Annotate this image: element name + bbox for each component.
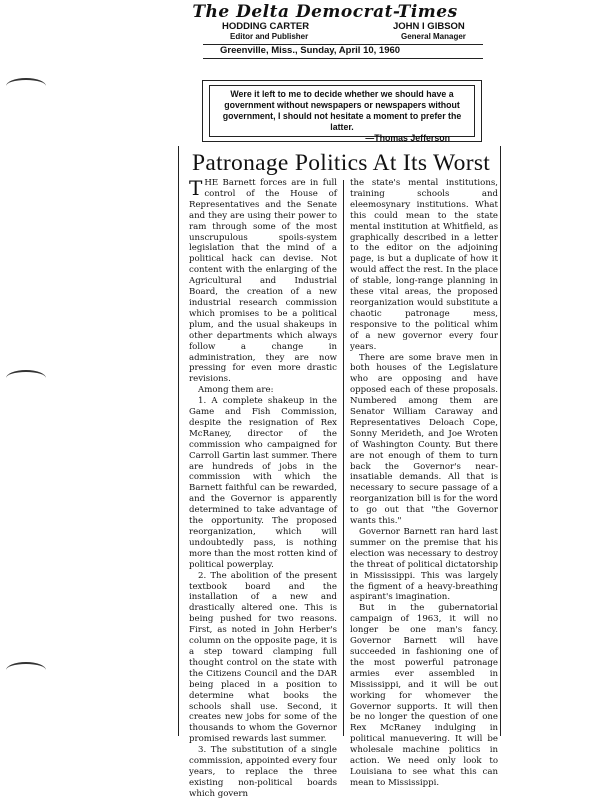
article-paragraph: 1. A complete shakeup in the Game and Fish Commission, despite the resignation of Rex McRaney, director of the commission who campaigned for Carroll Gartin last summer. There are hundreds of jobs in the commission with which the Barnett faithful can be rewarded, and the Governor is apparently determined to take advantage of the opportunity. The proposed reorganization, which will undoubtedly pass, is nothing more than the most rotten kind of political powerplay.	[189, 396, 337, 570]
article-paragraph: But in the gubernatorial campaign of 1963, it will no longer be one man's fancy. Governor Barnett will have succeeded in fashioning one of the most powerful patronage armies ever assembled in Mississippi, and it will be out working for whomever the Governor supports. It will then be no longer the question of one Rex McRaney indulging in political manuevering. It will be wholesale machine politics in action. We need only look to Louisiana to see what this can mean to Mississippi.	[350, 603, 498, 788]
right-border-rule	[500, 146, 501, 736]
quote-text: Were it left to me to decide whether we should have a government without newspapers or newspapers without government, I should not hesitate a moment to prefer the latter.	[222, 89, 462, 132]
manager-name: JOHN I GIBSON	[393, 21, 465, 32]
editorial-headline: Patronage Politics At Its Worst	[192, 150, 491, 176]
hole-punch-mark	[6, 78, 46, 94]
masthead	[150, 2, 500, 22]
article-right-column	[350, 178, 498, 789]
jefferson-quote-box	[202, 80, 482, 142]
article-paragraph: the state's mental institutions, training schools and eleemosynary institutions. What this could mean to the state mental institution at Whitfield, as graphically described in a letter to the editor on the adjoining page, is but a duplicate of how it would affect the rest. In the place of stable, long-range planning in these vital areas, the proposed reorganization would substitute a chaotic patronage mess, responsive to the political whim of a new governor every four years.	[350, 178, 498, 352]
manager-credit	[393, 22, 466, 42]
left-border-rule	[178, 146, 179, 736]
article-paragraph: There are some brave men in both houses of the Legislature who are opposing and have opposed each of these proposals. Numbered among them are Senator William Caraway and Representatives Deloach Cope, Sonny Merideth, and Joe Wroten of Washington County. But there are not enough of them to turn back the Governor's near-insatiable demands. All that is necessary to secure passage of a reorganization bill is for the word to go out that "the Governor wants this."	[350, 352, 498, 527]
manager-role: General Manager	[401, 32, 466, 41]
paper-name: The Delta Democrat-Times	[192, 2, 458, 22]
article-paragraph: 3. The substitution of a single commission, appointed every four years, to replace the three existing non-political boards which govern	[189, 745, 337, 799]
article-left-column	[189, 178, 337, 800]
hole-punch-mark	[6, 370, 46, 386]
article-paragraph: 2. The abolition of the present textbook board and the installation of a new and drastically altered one. This is being pushed for two reasons. First, as noted in John Herber's column on the opposite page, it is a step toward clamping full thought control on the state with the Citizens Council and the DAR being placed in a position to determine what books the schools shall use. Second, it creates new jobs for some of the thousands to whom the Governor promised rewards last summer.	[189, 570, 337, 745]
quote-author: —Thomas Jefferson	[365, 133, 450, 143]
editor-role: Editor and Publisher	[230, 32, 309, 41]
editor-credit	[222, 22, 309, 42]
dateline: Greenville, Miss., Sunday, April 10, 1960	[220, 45, 401, 56]
drop-cap: T	[189, 176, 203, 200]
column-divider	[343, 180, 344, 736]
hole-punch-mark	[6, 662, 46, 678]
article-paragraph: Among them are:	[198, 385, 274, 396]
masthead-rule-bottom	[203, 58, 483, 59]
article-paragraph: THE Barnett forces are in full control of the House of Representatives and the Senate and they are using their power to ram through some of the most unscrupulous spoils-system legislation that the mind of a political hack can devise. Not content with the enlarging of the Agricultural and Industrial Board, the creation of a new industrial research commission which promises to be a political plum, and the usual shakeups in other departments which always follow a change in administration, they are now pressing for even more drastic revisions.	[189, 176, 337, 385]
editor-name: HODDING CARTER	[222, 21, 310, 32]
article-paragraph: Governor Barnett ran hard last summer on the premise that his election was necessary to destroy the threat of political dictatorship in Mississippi. This was largely the figment of a heavy-breathing aspirant's imagination.	[350, 527, 498, 603]
